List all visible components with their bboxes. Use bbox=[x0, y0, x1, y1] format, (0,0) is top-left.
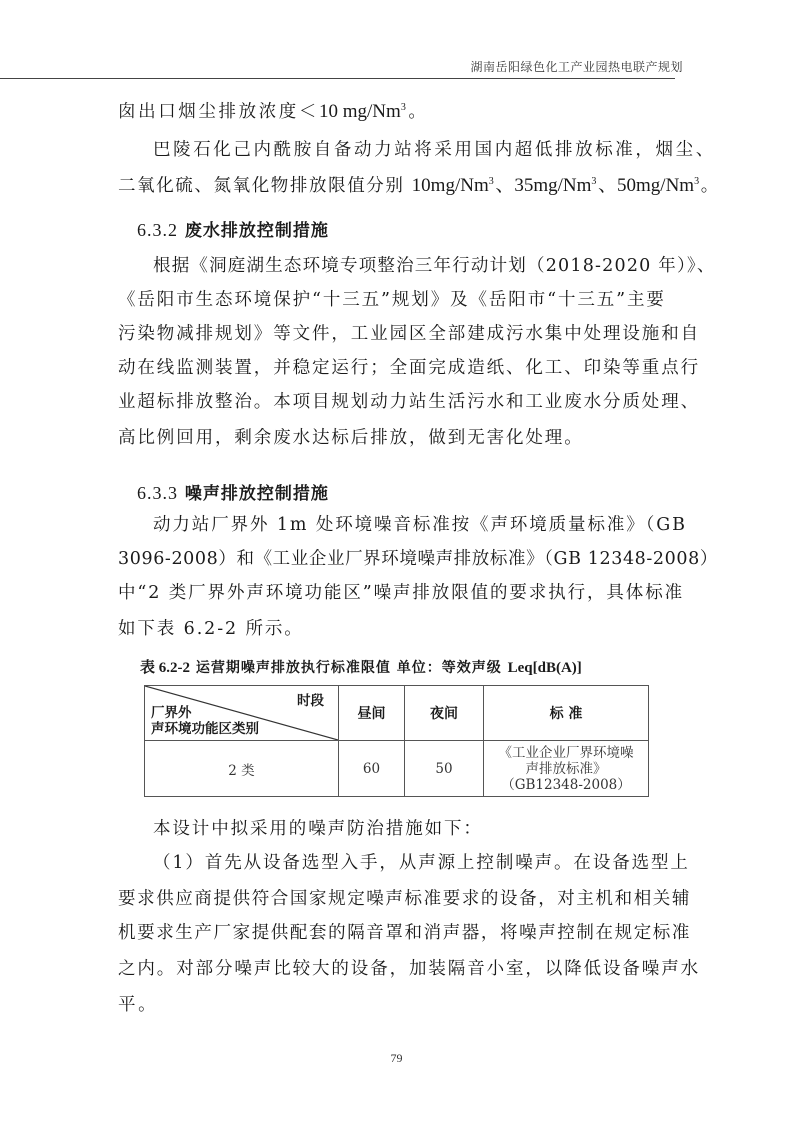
table-row bbox=[145, 741, 649, 797]
paragraph-line: 业超标排放整治。本项目规划动力站生活污水和工业废水分质处理、 bbox=[118, 392, 700, 412]
paragraph-line: 动力站厂界外 1m 处环境噪音标准按《声环境质量标准》（GB bbox=[153, 515, 687, 535]
paragraph-line: 动在线监测装置，并稳定运行；全面完成造纸、化工、印染等重点行 bbox=[118, 358, 700, 378]
header-rule bbox=[0, 78, 675, 79]
section-heading-6-3-3: 6.3.3 噪声排放控制措施 bbox=[137, 483, 329, 504]
noise-standard-table bbox=[144, 685, 649, 797]
cell-day: 60 bbox=[339, 741, 405, 797]
paragraph-line: 之内。对部分噪声比较大的设备，加装隔音小室，以降低设备噪声水 bbox=[118, 959, 700, 979]
paragraph-line: 囱出口烟尘排放浓度＜10 mg/Nm$^3$。 bbox=[118, 101, 429, 122]
paragraph-line: 平。 bbox=[118, 995, 159, 1015]
cell-standard: 《工业企业厂界环境噪 声排放标准》 （GB12348-2008） bbox=[484, 741, 649, 797]
paragraph-line: （1）首先从设备选型入手，从声源上控制噪声。在设备选型上 bbox=[153, 853, 690, 873]
paragraph-line: 机要求生产厂家提供配套的隔音罩和消声器，将噪声控制在规定标准 bbox=[118, 923, 691, 943]
column-header-night: 夜间 bbox=[405, 686, 484, 741]
column-header-day: 昼间 bbox=[339, 686, 405, 741]
section-heading-6-3-2: 6.3.2 废水排放控制措施 bbox=[137, 220, 329, 241]
table-header-row bbox=[145, 686, 649, 741]
cell-night: 50 bbox=[405, 741, 484, 797]
paragraph-line: 巴陵石化己内酰胺自备动力站将采用国内超低排放标准，烟尘、 bbox=[153, 140, 716, 160]
column-header-standard: 标 准 bbox=[484, 686, 649, 741]
zone-category-header: 厂界外 声环境功能区类别 bbox=[151, 705, 259, 737]
period-header: 时段 bbox=[297, 693, 324, 709]
paragraph-line: 本设计中拟采用的噪声防治措施如下： bbox=[153, 819, 483, 839]
paragraph-line: 中“2 类厂界外声环境功能区”噪声排放限值的要求执行，具体标准 bbox=[118, 583, 684, 603]
paragraph-line: 要求供应商提供符合国家规定噪声标准要求的设备，对主机和相关辅 bbox=[118, 889, 691, 909]
paragraph-line: 二氧化硫、氮氧化物排放限值分别 10mg/Nm$^3$、35mg/Nm$^3$、50mg/Nm$^3$。 bbox=[118, 175, 720, 196]
cell-category: 2 类 bbox=[145, 741, 339, 797]
document-title: 湖南岳阳绿色化工产业园热电联产规划 bbox=[470, 60, 683, 74]
paragraph-line: 高比例回用，剩余废水达标后排放，做到无害化处理。 bbox=[118, 428, 584, 448]
paragraph-line: 《岳阳市生态环境保护“十三五”规划》及《岳阳市“十三五”主要 bbox=[118, 290, 666, 310]
paragraph-line: 如下表 6.2-2 所示。 bbox=[118, 619, 304, 639]
diagonal-header-cell bbox=[145, 686, 339, 741]
paragraph-line: 根据《洞庭湖生态环境专项整治三年行动计划（2018-2020 年）》、 bbox=[153, 256, 716, 276]
paragraph-line: 污染物减排规划》等文件，工业园区全部建成污水集中处理设施和自 bbox=[118, 324, 700, 344]
page-number: 79 bbox=[390, 1051, 403, 1065]
table-caption: 表 6.2-2 运营期噪声排放执行标准限值 单位：等效声级 Leq[dB(A)] bbox=[140, 660, 582, 676]
paragraph-line: 3096-2008）和《工业企业厂界环境噪声排放标准》（GB 12348-2008） bbox=[118, 549, 718, 569]
